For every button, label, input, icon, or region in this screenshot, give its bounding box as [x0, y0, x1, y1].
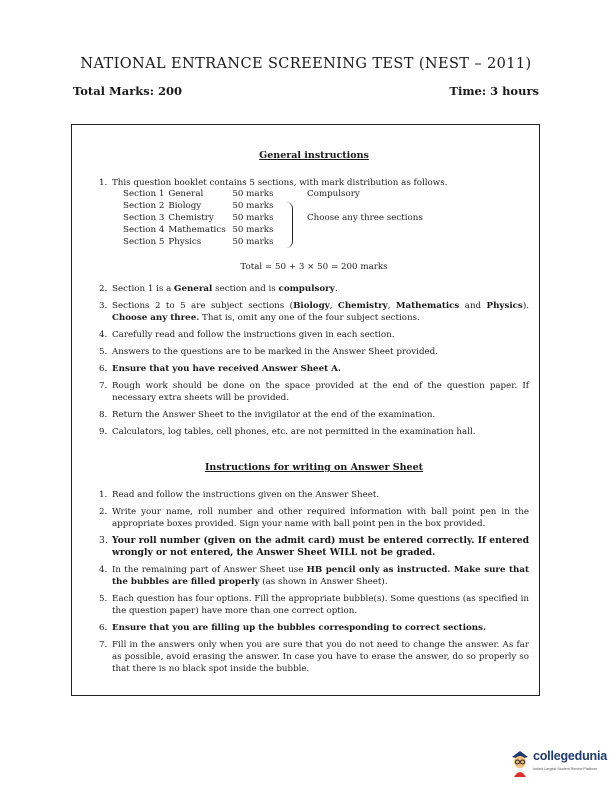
item-number: 5.: [99, 347, 108, 357]
item-bold: Chemistry: [337, 301, 388, 311]
item-text: Fill in the answers only when you are sure that you do not need to change the answer. As far as possible, avoid erasing the answer. In case you have to erase the answer, do so properly so that there is no black spot inside the bubble.: [112, 640, 529, 674]
brace: [286, 202, 293, 248]
item-text: Section 1 is a: [112, 284, 175, 294]
item-text: Answers to the questions are to be marked in the Answer Sheet provided.: [112, 347, 438, 357]
section-table: [123, 188, 277, 248]
instructions-box: [71, 124, 540, 696]
section-subject: Mathematics: [168, 225, 226, 235]
item-bold: Mathematics: [395, 301, 460, 311]
item-number: 6.: [99, 364, 108, 374]
compulsory-label: Compulsory: [307, 189, 360, 199]
item-text: Read and follow the instructions given on the Answer Sheet.: [112, 490, 380, 500]
section-marks: 50 marks: [232, 201, 274, 211]
item-bold: Choose any three.: [112, 313, 200, 323]
section-name: Section 3: [123, 213, 165, 223]
item-text: ).: [522, 301, 529, 311]
item-number: 3.: [99, 535, 108, 546]
item-bold: Biology: [293, 301, 330, 311]
item-number: 4.: [99, 330, 108, 340]
section-name: Section 5: [123, 237, 165, 247]
table-row: [123, 200, 277, 212]
section-subject: General: [168, 189, 204, 199]
answer-sheet-heading: Instructions for writing on Answer Sheet: [204, 462, 424, 473]
item-text: .: [334, 284, 338, 294]
section-marks: 50 marks: [232, 237, 274, 247]
item-text: Calculators, log tables, cell phones, etc. are not permitted in the examination hall.: [112, 427, 476, 437]
item-number: 8.: [99, 410, 108, 420]
section-marks: 50 marks: [232, 213, 274, 223]
item-text: Rough work should be done on the space provided at the end of the question paper. If necessary extra sheets will be provided.: [112, 381, 529, 403]
item-text: Each question has four options. Fill the appropriate bubble(s). Some questions (as specified in the question paper) have more than one correct option.: [112, 594, 529, 616]
list-item: [99, 639, 529, 675]
item-number: 9.: [99, 427, 108, 437]
item-bold: Physics: [486, 301, 523, 311]
item-text: ,: [387, 301, 396, 311]
logo-tagline: India's Largest Student Review Platform: [533, 767, 597, 771]
item-text: That is, omit any one of the four subject sections.: [199, 313, 420, 323]
table-row: [123, 224, 277, 236]
item-bold: compulsory: [278, 284, 335, 294]
item-number: 6.: [99, 623, 108, 633]
item-bold: Your roll number (given on the admit card) must be entered correctly. If entered wrongly or not entered, the Answer Sheet WILL not be graded.: [112, 535, 529, 558]
item-text: and: [459, 301, 487, 311]
item-bold: HB pencil only as instructed. Make sure that the bubbles are filled properly: [112, 565, 529, 587]
item-bold: Ensure that you have received Answer Sheet A.: [112, 364, 341, 374]
table-row: [123, 212, 277, 224]
item-text: Return the Answer Sheet to the invigilator at the end of the examination.: [112, 410, 436, 420]
item-text: section and is: [212, 284, 279, 294]
section-subject: Physics: [168, 237, 202, 247]
section-marks: 50 marks: [232, 189, 274, 199]
section-name: Section 1: [123, 189, 165, 199]
answer-sheet-list: [99, 489, 529, 675]
list-item: [99, 346, 529, 358]
list-item: [99, 564, 529, 588]
section-name: Section 4: [123, 225, 165, 235]
table-row: [123, 236, 277, 248]
item-number: 2.: [99, 284, 108, 294]
list-item: [99, 426, 529, 438]
section-subject: Biology: [168, 201, 202, 211]
item-text: Carefully read and follow the instructions given in each section.: [112, 330, 395, 340]
list-item: [99, 380, 529, 404]
total-marks: Total Marks: 200: [73, 84, 182, 98]
item-number: 1.: [99, 490, 108, 500]
total-marks-formula: Total = 50 + 3 × 50 = 200 marks: [240, 262, 388, 272]
item-text: In the remaining part of Answer Sheet use: [112, 565, 307, 575]
general-instructions-list: [99, 283, 529, 438]
document-title: NATIONAL ENTRANCE SCREENING TEST (NEST – 2011): [80, 56, 532, 72]
list-item: [99, 300, 529, 324]
exam-time: Time: 3 hours: [449, 84, 539, 98]
list-item: [99, 489, 529, 501]
item-number: 3.: [99, 301, 108, 311]
list-item: [99, 409, 529, 421]
list-item: [99, 622, 529, 634]
list-item: [99, 535, 529, 559]
section-subject: Chemistry: [168, 213, 214, 223]
item-bold: General: [174, 284, 213, 294]
item-number: 2.: [99, 507, 108, 517]
item-number: 7.: [99, 381, 108, 391]
table-row: [123, 188, 277, 200]
item-number: 5.: [99, 594, 108, 604]
item-number: 7.: [99, 640, 108, 650]
list-item: [99, 593, 529, 617]
section-marks: 50 marks: [232, 225, 274, 235]
item-text: (as shown in Answer Sheet).: [259, 577, 388, 587]
item-text: ,: [329, 301, 338, 311]
collegedunia-logo[interactable]: [508, 747, 608, 781]
list-item: [99, 506, 529, 530]
general-intro: This question booklet contains 5 sections, with mark distribution as follows.: [112, 178, 448, 188]
list-item: [99, 363, 529, 375]
item-bold: Ensure that you are filling up the bubbles corresponding to correct sections.: [112, 623, 487, 633]
item-text: Write your name, roll number and other required information with ball point pen in the appropriate boxes provided. Sign your name with ball point pen in the box provided.: [112, 507, 529, 529]
mark-distribution: [123, 188, 423, 248]
list-item: [99, 283, 529, 295]
item-text: Sections 2 to 5 are subject sections (: [112, 301, 294, 311]
list-item: [99, 329, 529, 341]
any-three-label: Choose any three sections: [307, 213, 423, 223]
section-name: Section 2: [123, 201, 165, 211]
item-number: 4.: [99, 565, 108, 575]
logo-name: collegedunia: [533, 749, 608, 763]
general-instructions-heading: General instructions: [259, 150, 369, 161]
item-number: 1.: [99, 178, 108, 188]
mascot-icon: [508, 747, 532, 777]
